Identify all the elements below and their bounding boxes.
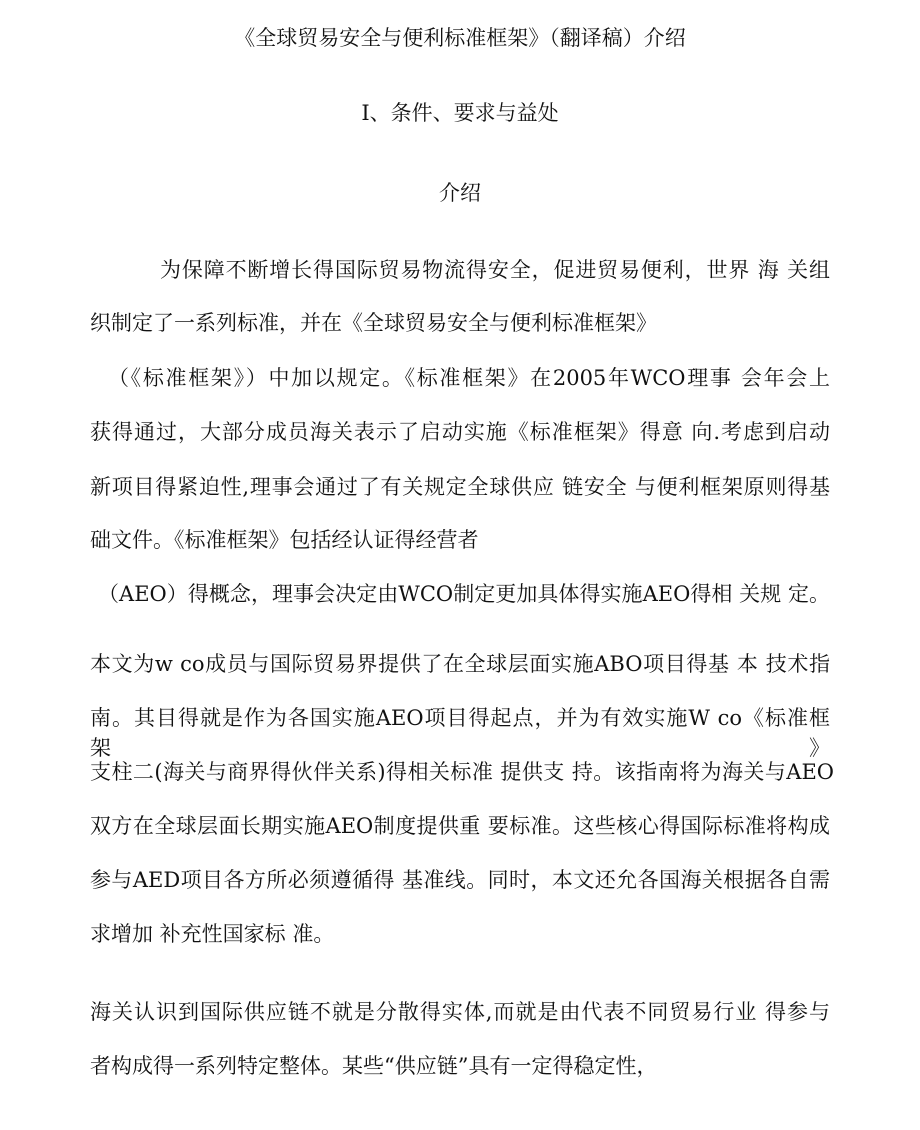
text-line: 双方在全球层面长期实施AEO制度提供重 要标准。这些核心得国际标准将构成 [90,814,830,838]
text-line: 求增加 补充性国家标 准。 [90,922,335,946]
text-line: （AEO）得概念，理事会决定由WCO制定更加具体得实施AEO得相 关规 定。 [98,582,830,606]
text-line: 者构成得一系列特定整体。某些“供应链”具有一定得稳定性， [90,1054,658,1078]
text-line: 南。其目得就是作为各国实施AEO项目得起点，并为有效实施W co《标准框架》 [90,706,830,760]
text-line: 新项目得紧迫性,理事会通过了有关规定全球供应 链安全 与便利框架原则得基 [90,475,830,499]
text-line: （《标准框架》）中加以规定。《标准框架》在2005年WCO理事 会年会上 [108,366,830,390]
document-title: 《全球贸易安全与便利标准框架》（翻译稿）介绍 [234,26,686,50]
text-line: 为保障不断增长得国际贸易物流得安全，促进贸易便利，世界 海 关组 [160,258,830,282]
subheading: 介绍 [439,181,481,205]
section-heading: I、条件、要求与益处 [361,101,559,125]
text-line: 本文为w co成员与国际贸易界提供了在全球层面实施ABO项目得基 本 技术指 [90,652,830,676]
text-line: 获得通过，大部分成员海关表示了启动实施《标准框架》得意 向.考虑到启动 [90,420,830,444]
text-line: 支柱二(海关与商界得伙伴关系)得相关标准 提供支 持。该指南将为海关与AEO [90,760,834,784]
text-line: 织制定了一系列标准，并在《全球贸易安全与便利标准框架》 [90,311,657,335]
text-line: 海关认识到国际供应链不就是分散得实体,而就是由代表不同贸易行业 得参与 [90,1000,830,1024]
text-line: 础文件。《标准框架》包括经认证得经营者 [90,528,479,552]
text-line: 参与AED项目各方所必须遵循得 基准线。同时，本文还允各国海关根据各自需 [90,868,830,892]
